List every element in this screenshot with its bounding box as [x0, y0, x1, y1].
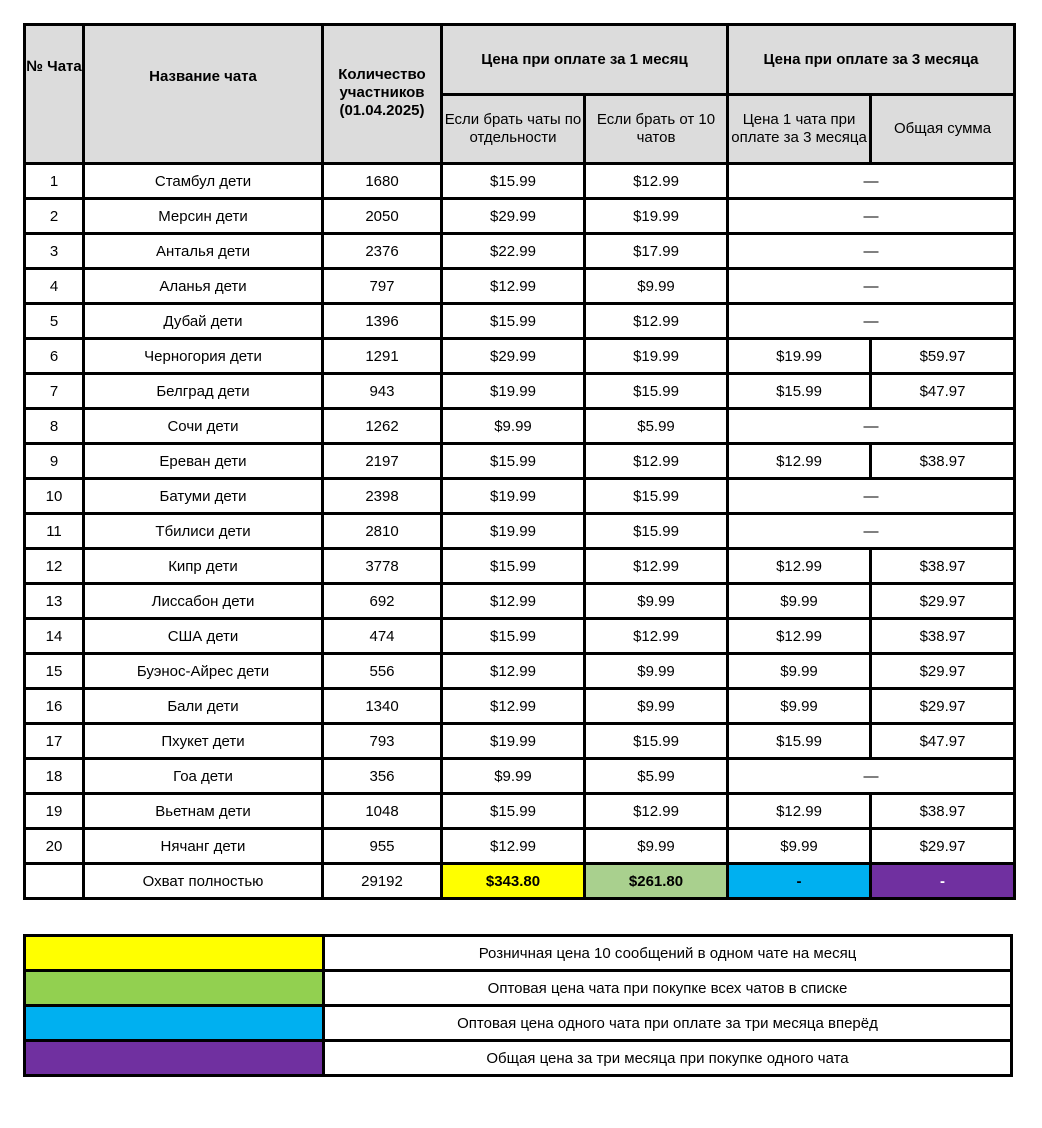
cell-chat-number: 11	[25, 514, 84, 549]
legend-color-swatch	[25, 971, 324, 1006]
cell-from-10-price: $12.99	[585, 444, 728, 479]
cell-chat-number: 10	[25, 479, 84, 514]
cell-single-price: $15.99	[442, 304, 585, 339]
cell-member-count: 2197	[323, 444, 442, 479]
cell-member-count: 2376	[323, 234, 442, 269]
legend-row	[25, 1041, 1012, 1076]
cell-chat-name: Аланья дети	[84, 269, 323, 304]
table-row	[25, 409, 1015, 444]
cell-from-10-price: $5.99	[585, 409, 728, 444]
price-table	[23, 23, 1016, 900]
cell-from-10-price: $15.99	[585, 479, 728, 514]
cell-chat-number: 6	[25, 339, 84, 374]
cell-from-10-price: $9.99	[585, 829, 728, 864]
cell-chat-name: Вьетнам дети	[84, 794, 323, 829]
cell-chat-number: 14	[25, 619, 84, 654]
cell-single-price: $15.99	[442, 549, 585, 584]
total-from-10-price: $261.80	[585, 864, 728, 899]
table-row	[25, 444, 1015, 479]
cell-from-10-price: $19.99	[585, 199, 728, 234]
cell-3-month-total: $47.97	[871, 374, 1015, 409]
cell-chat-name: Анталья дети	[84, 234, 323, 269]
cell-3-month-chat-price: $12.99	[728, 444, 871, 479]
cell-3-month-unavailable: —	[728, 759, 1015, 794]
cell-chat-name: Черногория дети	[84, 339, 323, 374]
cell-3-month-total: $29.97	[871, 689, 1015, 724]
header-single-price: Если брать чаты по отдельности	[442, 95, 585, 164]
cell-member-count: 474	[323, 619, 442, 654]
cell-chat-name: Лиссабон дети	[84, 584, 323, 619]
cell-member-count: 1396	[323, 304, 442, 339]
header-3-month-total: Общая сумма	[871, 95, 1015, 164]
cell-member-count: 1291	[323, 339, 442, 374]
cell-member-count: 1262	[323, 409, 442, 444]
cell-member-count: 955	[323, 829, 442, 864]
table-row	[25, 199, 1015, 234]
color-legend	[23, 934, 1013, 1077]
cell-from-10-price: $17.99	[585, 234, 728, 269]
cell-3-month-unavailable: —	[728, 234, 1015, 269]
cell-chat-name: Дубай дети	[84, 304, 323, 339]
cell-3-month-chat-price: $12.99	[728, 549, 871, 584]
cell-3-month-unavailable: —	[728, 514, 1015, 549]
cell-chat-name: Белград дети	[84, 374, 323, 409]
cell-member-count: 2398	[323, 479, 442, 514]
cell-from-10-price: $12.99	[585, 304, 728, 339]
cell-member-count: 1680	[323, 164, 442, 199]
cell-single-price: $12.99	[442, 829, 585, 864]
cell-chat-number: 5	[25, 304, 84, 339]
cell-3-month-chat-price: $15.99	[728, 724, 871, 759]
cell-single-price: $12.99	[442, 269, 585, 304]
legend-description: Розничная цена 10 сообщений в одном чате на месяц	[324, 936, 1012, 971]
cell-chat-number: 7	[25, 374, 84, 409]
cell-single-price: $15.99	[442, 794, 585, 829]
legend-row	[25, 1006, 1012, 1041]
cell-3-month-unavailable: —	[728, 199, 1015, 234]
cell-chat-name: Ереван дети	[84, 444, 323, 479]
legend-description: Оптовая цена чата при покупке всех чатов в списке	[324, 971, 1012, 1006]
cell-single-price: $15.99	[442, 444, 585, 479]
cell-from-10-price: $15.99	[585, 724, 728, 759]
table-row	[25, 759, 1015, 794]
cell-3-month-unavailable: —	[728, 479, 1015, 514]
cell-3-month-total: $38.97	[871, 549, 1015, 584]
legend-color-swatch	[25, 936, 324, 971]
cell-single-price: $29.99	[442, 339, 585, 374]
table-row	[25, 584, 1015, 619]
cell-chat-name: Нячанг дети	[84, 829, 323, 864]
total-single-price: $343.80	[442, 864, 585, 899]
cell-3-month-total: $38.97	[871, 619, 1015, 654]
cell-3-month-unavailable: —	[728, 304, 1015, 339]
table-row	[25, 514, 1015, 549]
cell-chat-number: 1	[25, 164, 84, 199]
cell-single-price: $19.99	[442, 374, 585, 409]
header-group-3-months: Цена при оплате за 3 месяца	[728, 25, 1015, 95]
header-from-10-price: Если брать от 10 чатов	[585, 95, 728, 164]
table-row	[25, 164, 1015, 199]
cell-from-10-price: $15.99	[585, 514, 728, 549]
cell-single-price: $12.99	[442, 689, 585, 724]
total-row	[25, 864, 1015, 899]
cell-chat-name: Тбилиси дети	[84, 514, 323, 549]
cell-member-count: 356	[323, 759, 442, 794]
legend-description: Общая цена за три месяца при покупке одного чата	[324, 1041, 1012, 1076]
cell-3-month-chat-price: $12.99	[728, 794, 871, 829]
cell-from-10-price: $5.99	[585, 759, 728, 794]
cell-member-count: 793	[323, 724, 442, 759]
cell-from-10-price: $12.99	[585, 549, 728, 584]
cell-chat-name: Пхукет дети	[84, 724, 323, 759]
cell-single-price: $15.99	[442, 164, 585, 199]
cell-single-price: $12.99	[442, 654, 585, 689]
cell-3-month-chat-price: $9.99	[728, 584, 871, 619]
cell-from-10-price: $9.99	[585, 584, 728, 619]
table-row	[25, 374, 1015, 409]
cell-chat-name: Кипр дети	[84, 549, 323, 584]
cell-single-price: $29.99	[442, 199, 585, 234]
header-chat-name: Название чата	[84, 25, 323, 164]
cell-from-10-price: $9.99	[585, 689, 728, 724]
table-row	[25, 724, 1015, 759]
cell-chat-name: Мерсин дети	[84, 199, 323, 234]
header-chat-number: № Чата	[25, 25, 84, 164]
cell-chat-name: Буэнос-Айрес дети	[84, 654, 323, 689]
cell-chat-name: Сочи дети	[84, 409, 323, 444]
cell-chat-number: 12	[25, 549, 84, 584]
cell-chat-number: 8	[25, 409, 84, 444]
cell-3-month-chat-price: $12.99	[728, 619, 871, 654]
cell-3-month-chat-price: $9.99	[728, 654, 871, 689]
cell-member-count: 2050	[323, 199, 442, 234]
cell-chat-name: США дети	[84, 619, 323, 654]
cell-single-price: $19.99	[442, 479, 585, 514]
cell-chat-number: 13	[25, 584, 84, 619]
cell-chat-number: 17	[25, 724, 84, 759]
cell-chat-name: Гоа дети	[84, 759, 323, 794]
cell-chat-number: 9	[25, 444, 84, 479]
cell-member-count: 1340	[323, 689, 442, 724]
cell-single-price: $22.99	[442, 234, 585, 269]
cell-3-month-total: $29.97	[871, 584, 1015, 619]
cell-chat-number: 4	[25, 269, 84, 304]
cell-chat-number: 18	[25, 759, 84, 794]
cell-chat-name: Бали дети	[84, 689, 323, 724]
cell-3-month-total: $29.97	[871, 829, 1015, 864]
cell-single-price: $19.99	[442, 514, 585, 549]
total-nr	[25, 864, 84, 899]
cell-chat-number: 20	[25, 829, 84, 864]
cell-3-month-chat-price: $15.99	[728, 374, 871, 409]
total-label: Охват полностью	[84, 864, 323, 899]
cell-chat-number: 2	[25, 199, 84, 234]
cell-3-month-unavailable: —	[728, 164, 1015, 199]
table-row	[25, 829, 1015, 864]
cell-from-10-price: $9.99	[585, 654, 728, 689]
cell-chat-number: 3	[25, 234, 84, 269]
cell-from-10-price: $12.99	[585, 619, 728, 654]
cell-3-month-total: $47.97	[871, 724, 1015, 759]
cell-3-month-chat-price: $9.99	[728, 689, 871, 724]
cell-3-month-total: $59.97	[871, 339, 1015, 374]
cell-single-price: $19.99	[442, 724, 585, 759]
header-group-1-month: Цена при оплате за 1 месяц	[442, 25, 728, 95]
cell-chat-number: 15	[25, 654, 84, 689]
cell-member-count: 3778	[323, 549, 442, 584]
cell-3-month-total: $38.97	[871, 444, 1015, 479]
table-row	[25, 339, 1015, 374]
cell-chat-name: Стамбул дети	[84, 164, 323, 199]
cell-single-price: $12.99	[442, 584, 585, 619]
cell-3-month-total: $29.97	[871, 654, 1015, 689]
cell-from-10-price: $12.99	[585, 164, 728, 199]
cell-single-price: $15.99	[442, 619, 585, 654]
table-row	[25, 304, 1015, 339]
cell-chat-number: 19	[25, 794, 84, 829]
cell-member-count: 556	[323, 654, 442, 689]
table-row	[25, 234, 1015, 269]
legend-color-swatch	[25, 1006, 324, 1041]
table-row	[25, 654, 1015, 689]
cell-3-month-total: $38.97	[871, 794, 1015, 829]
legend-row	[25, 971, 1012, 1006]
legend-color-swatch	[25, 1041, 324, 1076]
cell-member-count: 943	[323, 374, 442, 409]
cell-3-month-unavailable: —	[728, 409, 1015, 444]
legend-description: Оптовая цена одного чата при оплате за три месяца вперёд	[324, 1006, 1012, 1041]
header-3-month-chat-price: Цена 1 чата при оплате за 3 месяца	[728, 95, 871, 164]
table-row	[25, 549, 1015, 584]
table-row	[25, 269, 1015, 304]
cell-from-10-price: $19.99	[585, 339, 728, 374]
cell-3-month-unavailable: —	[728, 269, 1015, 304]
cell-single-price: $9.99	[442, 759, 585, 794]
cell-single-price: $9.99	[442, 409, 585, 444]
cell-3-month-chat-price: $9.99	[728, 829, 871, 864]
table-row	[25, 794, 1015, 829]
cell-member-count: 692	[323, 584, 442, 619]
cell-member-count: 797	[323, 269, 442, 304]
header-member-count: Количество участников (01.04.2025)	[323, 25, 442, 164]
cell-from-10-price: $15.99	[585, 374, 728, 409]
table-row	[25, 619, 1015, 654]
cell-member-count: 2810	[323, 514, 442, 549]
cell-member-count: 1048	[323, 794, 442, 829]
total-3-month-total: -	[871, 864, 1015, 899]
table-row	[25, 479, 1015, 514]
table-row	[25, 689, 1015, 724]
legend-row	[25, 936, 1012, 971]
total-3-month-chat-price: -	[728, 864, 871, 899]
table-body	[25, 164, 1015, 864]
cell-chat-number: 16	[25, 689, 84, 724]
cell-from-10-price: $12.99	[585, 794, 728, 829]
cell-from-10-price: $9.99	[585, 269, 728, 304]
total-member-count: 29192	[323, 864, 442, 899]
cell-chat-name: Батуми дети	[84, 479, 323, 514]
cell-3-month-chat-price: $19.99	[728, 339, 871, 374]
